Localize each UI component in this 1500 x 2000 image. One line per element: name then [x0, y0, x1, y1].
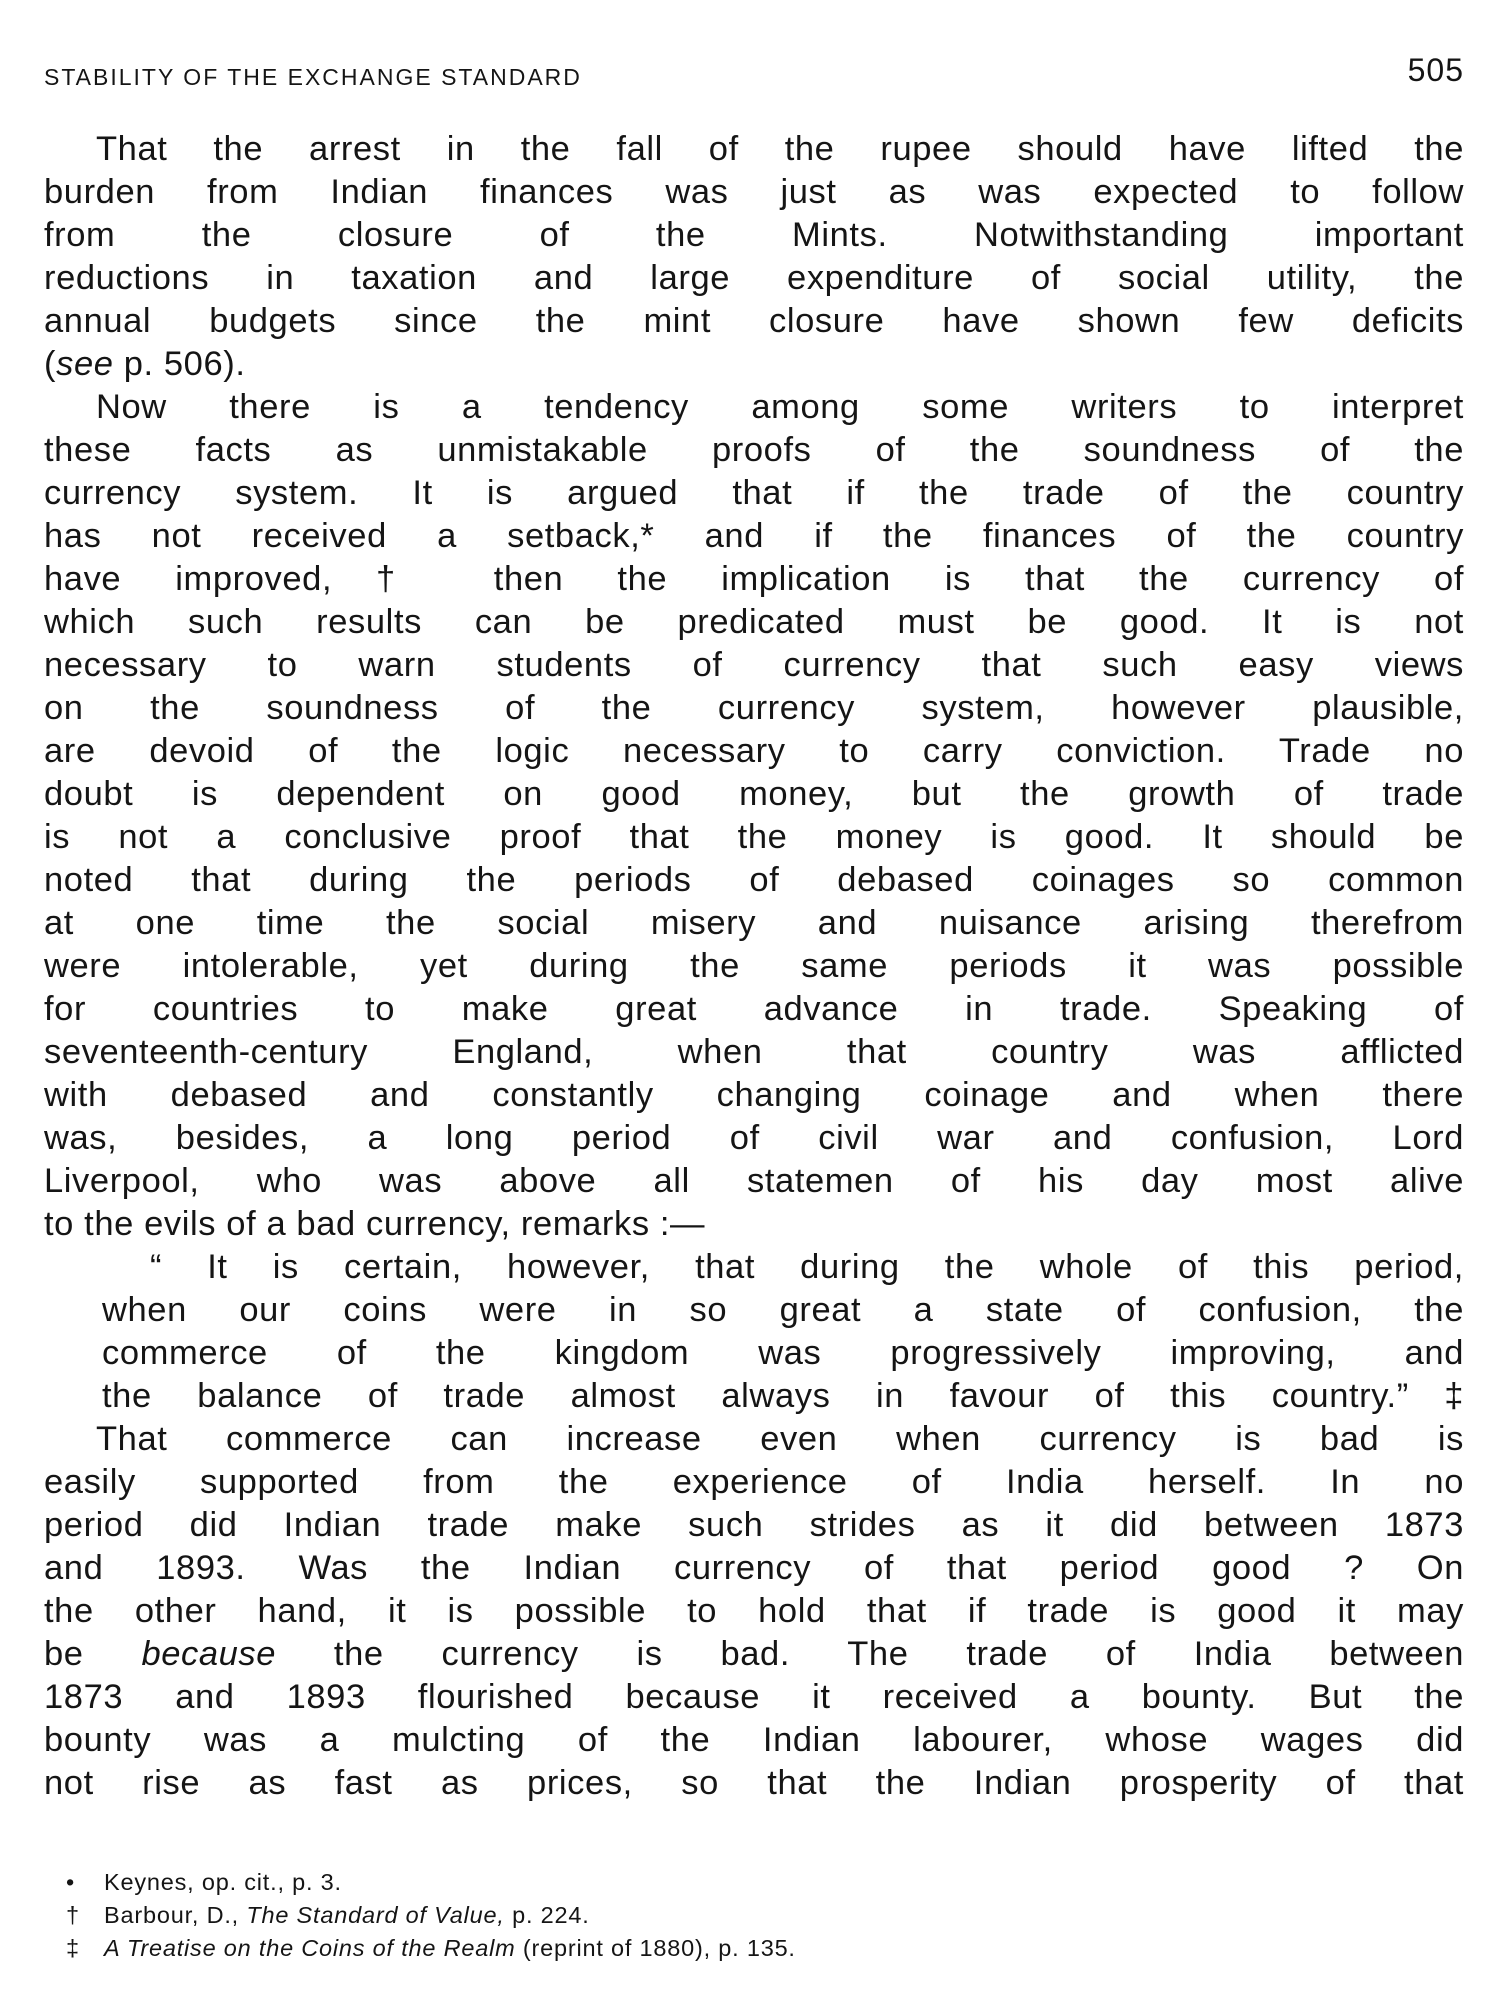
footnotes [66, 1866, 1166, 1965]
footnote-text: Barbour, D., [104, 1902, 247, 1928]
text-line: 1873 and 1893 flourished because it received a bounty. But the [44, 1678, 1464, 1716]
quote-line: “ It is certain, however, that during the whole of this period, [150, 1248, 1464, 1286]
page-number: 505 [1407, 52, 1464, 88]
text-line: noted that during the periods of debased coinages so common [44, 861, 1464, 899]
italic-see: see [56, 345, 114, 383]
text-line: was, besides, a long period of civil war and confusion, Lord [44, 1119, 1464, 1157]
footnote-text: p. 224. [504, 1902, 590, 1928]
footnote-marker: ‡ [66, 1935, 80, 1961]
text-line: which such results can be predicated must be good. It is not [44, 603, 1464, 641]
text-line: for countries to make great advance in trade. Speaking of [44, 990, 1464, 1028]
text-line: and 1893. Was the Indian currency of that period good ? On [44, 1549, 1464, 1587]
text-fragment: p. 506). [113, 345, 246, 383]
text-line: on the soundness of the currency system, however plausible, [44, 689, 1464, 727]
footnote-marker: † [66, 1902, 80, 1928]
paragraph-3 [44, 1418, 1464, 1805]
text-line: currency system. It is argued that if the trade of the country [44, 474, 1464, 512]
text-line: are devoid of the logic necessary to carry conviction. Trade no [44, 732, 1464, 770]
quote-line: the balance of trade almost always in favour of this country.”‡ [102, 1377, 1464, 1415]
text-line: annual budgets since the mint closure have shown few deficits [44, 302, 1464, 340]
text-line: at one time the social misery and nuisance arising therefrom [44, 904, 1464, 942]
text-line: with debased and constantly changing coinage and when there [44, 1076, 1464, 1114]
text-line: period did Indian trade make such strides as it did between 1873 [44, 1506, 1464, 1544]
text-line: to the evils of a bad currency, remarks :— [44, 1205, 706, 1243]
footnote-title: The Standard of Value, [246, 1902, 505, 1928]
text-line: were intolerable, yet during the same periods it was possible [44, 947, 1464, 985]
footnote-text: (reprint of 1880), p. 135. [515, 1935, 796, 1961]
quote-line: when our coins were in so great a state of confusion, the [102, 1291, 1464, 1329]
text-line: Now there is a tendency among some writers to interpret [96, 388, 1464, 426]
text-line: have improved,† then the implication is that the currency of [44, 560, 1464, 598]
text-fragment: the currency is bad. The trade of India between [276, 1635, 1464, 1673]
page-header [44, 52, 1464, 102]
text-line: has not received a setback,* and if the finances of the country [44, 517, 1464, 555]
text-line: the other hand, it is possible to hold that if trade is good it may [44, 1592, 1464, 1630]
text-line: Liverpool, who was above all statemen of his day most alive [44, 1162, 1464, 1200]
footnote-marker: • [66, 1869, 76, 1895]
body-text [44, 128, 1464, 1805]
footnote-3 [66, 1932, 1166, 1965]
footnote-2 [66, 1899, 1166, 1932]
text-line: necessary to warn students of currency that such easy views [44, 646, 1464, 684]
text-line: burden from Indian finances was just as was expected to follow [44, 173, 1464, 211]
text-line: That commerce can increase even when currency is bad is [96, 1420, 1464, 1458]
text-line: That the arrest in the fall of the rupee should have lifted the [96, 130, 1464, 168]
text-line: reductions in taxation and large expenditure of social utility, the [44, 259, 1464, 297]
text-line [44, 343, 1464, 386]
text-line: from the closure of the Mints. Notwithstanding important [44, 216, 1464, 254]
text-line: is not a conclusive proof that the money is good. It should be [44, 818, 1464, 856]
italic-because: because [141, 1635, 277, 1673]
footnote-title: A Treatise on the Coins of the Realm [104, 1935, 516, 1961]
text-fragment: ( [44, 345, 57, 383]
quote-line: commerce of the kingdom was progressively improving, and [102, 1334, 1464, 1372]
text-line [44, 1633, 1464, 1676]
footnote-1 [66, 1866, 1166, 1899]
text-fragment: be [44, 1635, 142, 1673]
running-head: STABILITY OF THE EXCHANGE STANDARD [44, 64, 582, 90]
text-line: doubt is dependent on good money, but the growth of trade [44, 775, 1464, 813]
text-line: easily supported from the experience of India herself. In no [44, 1463, 1464, 1501]
block-quote [44, 1246, 1464, 1418]
paragraph-1 [44, 128, 1464, 386]
footnote-text: Keynes, op. cit., p. 3. [104, 1869, 342, 1895]
paragraph-2 [44, 386, 1464, 1246]
text-line: seventeenth-century England, when that country was afflicted [44, 1033, 1464, 1071]
text-line: bounty was a mulcting of the Indian labourer, whose wages did [44, 1721, 1464, 1759]
text-line: not rise as fast as prices, so that the Indian prosperity of that [44, 1764, 1464, 1802]
text-line: these facts as unmistakable proofs of the soundness of the [44, 431, 1464, 469]
